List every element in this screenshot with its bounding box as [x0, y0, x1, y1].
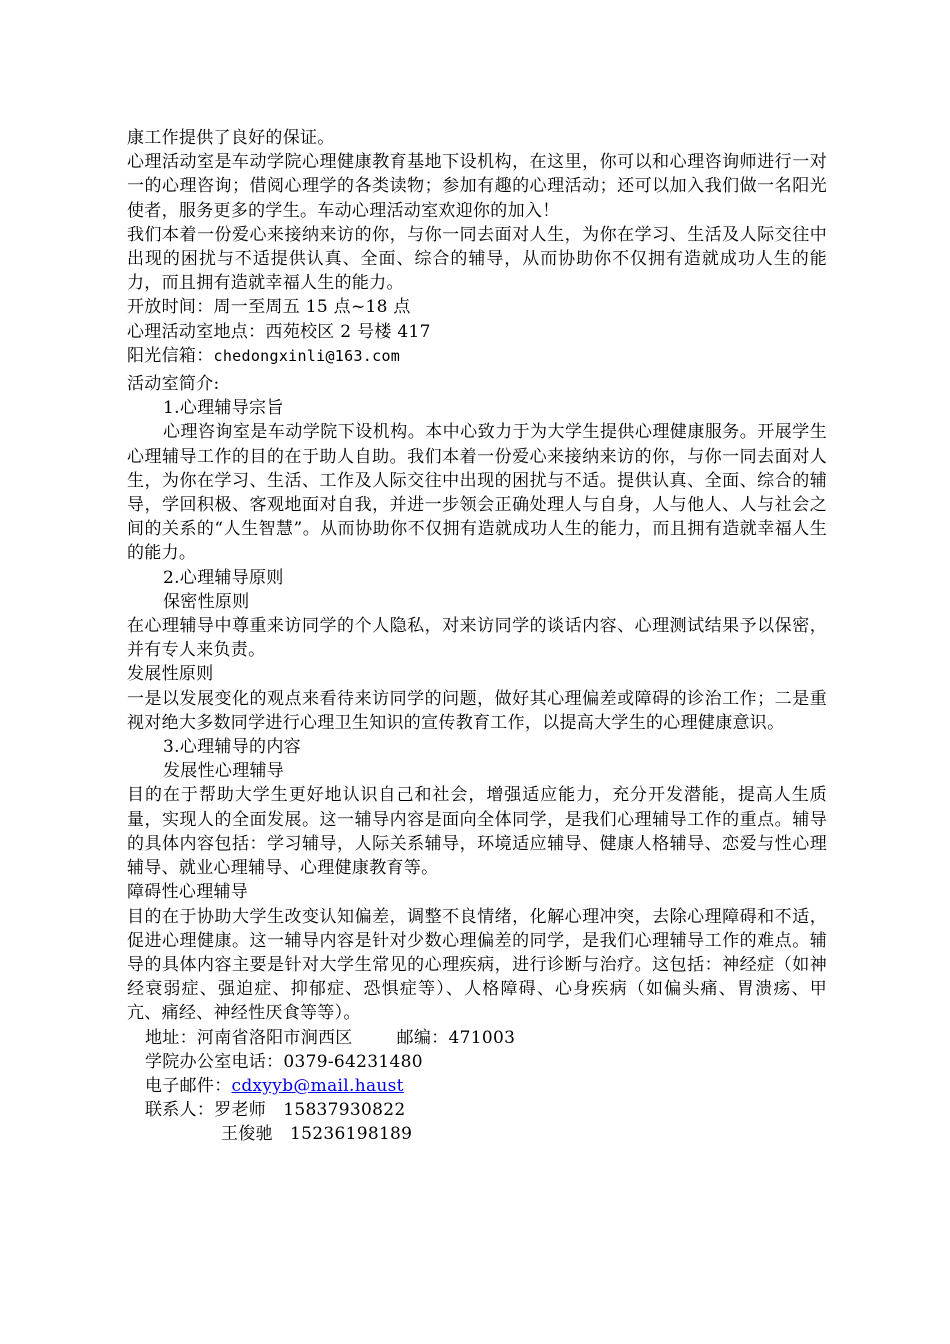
office-phone: 学院办公室电话：0379-64231480 — [145, 1051, 423, 1072]
contact-person-1: 罗老师 15837930822 — [214, 1100, 406, 1121]
mailbox-label: 阳光信箱： — [127, 345, 214, 366]
paragraph-development: 一是以发展变化的观点来看待来访同学的问题，做好其心理偏差或障碍的诊治工作；二是重视对绝大多数同学进行心理卫生知识的宣传教育工作，以提高大学生的心理健康意识。 — [127, 688, 827, 733]
open-time: 开放时间：周一至周五 15 点~18 点 — [127, 297, 411, 318]
email-label: 电子邮件： — [145, 1075, 232, 1096]
contact-person-2: 王俊驰 15236198189 — [221, 1124, 413, 1145]
sunshine-mailbox — [127, 344, 827, 368]
contact-person-label: 联系人： — [145, 1100, 215, 1121]
paragraph-activity-room: 心理活动室是车动学院心理健康教育基地下设机构，在这里，你可以和心理咨询师进行一对一的心理咨询；借阅心理学的各类读物；参加有趣的心理活动；还可以加入我们做一名阳光使者，服务更多的学生。车动心理活动室欢迎你的加入！ — [127, 152, 827, 221]
email-link[interactable]: cdxyyb@mail.haust — [231, 1075, 404, 1096]
subheading-development: 发展性原则 — [127, 664, 214, 685]
intro-heading: 活动室简介: — [127, 374, 220, 395]
address: 地址：河南省洛阳市涧西区 — [145, 1027, 353, 1048]
mailbox-email: chedongxinli@163.com — [213, 346, 401, 365]
paragraph-confidentiality: 在心理辅导中尊重来访同学的个人隐私，对来访同学的谈话内容、心理测试结果予以保密，并有专人来负责。 — [127, 616, 827, 661]
contact-person-row — [145, 1098, 827, 1122]
location: 心理活动室地点：西苑校区 2 号楼 417 — [127, 321, 431, 342]
subheading-confidentiality: 保密性原则 — [163, 591, 250, 612]
section-heading-2: 2.心理辅导原则 — [163, 567, 284, 588]
text-line: 康工作提供了良好的保证。 — [127, 128, 335, 148]
paragraph-developmental-counseling: 目的在于帮助大学生更好地认识自己和社会，增强适应能力，充分开发潜能，提高人生质量，实现人的全面发展。这一辅导内容是面向全体同学，是我们心理辅导工作的重点。辅导的具体内容包括：学习辅导，人际关系辅导，环境适应辅导、健康人格辅导、恋爱与性心理辅导、就业心理辅导、心理健康教育等。 — [127, 785, 827, 879]
section-heading-3: 3.心理辅导的内容 — [163, 737, 301, 758]
paragraph-purpose: 心理咨询室是车动学院下设机构。本中心致力于为大学生提供心理健康服务。开展学生心理辅导工作的目的在于助人自助。我们本着一份爱心来接纳来访的你，与你一同去面对人生，为你在学习、生活、工作及人际交往中出现的困扰与不适。提供认真、全面、综合的辅导，学回积极、客观地面对自我，并进一步领会正确处理人与自身，人与他人、人与社会之间的关系的“人生智慧”。从而协助你不仅拥有造就成功人生的能力，而且拥有造就幸福人生的能力。 — [127, 422, 827, 564]
paragraph-obstacle-counseling: 目的在于协助大学生改变认知偏差，调整不良情绪，化解心理冲突，去除心理障碍和不适，促进心理健康。这一辅导内容是针对少数心理偏差的同学，是我们心理辅导工作的难点。辅导的具体内容主要是针对大学生常见的心理疾病，进行诊断与治疗。这包括：神经症（如神经衰弱症、强迫症、抑郁症、恐惧症等）、人格障碍、心身疾病（如偏头痛、胃溃疡、甲亢、痛经、神经性厌食等等）。 — [127, 906, 827, 1024]
paragraph-mission: 我们本着一份爱心来接纳来访的你，与你一同去面对人生，为你在学习、生活及人际交往中出现的困扰与不适提供认真、全面、综合的辅导，从而协助你不仅拥有造就成功人生的能力，而且拥有造就幸福人生的能力。 — [127, 224, 827, 294]
subheading-obstacle-counseling: 障碍性心理辅导 — [127, 882, 249, 903]
subheading-developmental-counseling: 发展性心理辅导 — [163, 761, 285, 782]
contact-block — [127, 1026, 827, 1147]
email-row — [145, 1074, 827, 1098]
document-page — [127, 126, 827, 1147]
postcode: 邮编：471003 — [396, 1027, 516, 1048]
address-row — [145, 1026, 827, 1050]
section-heading-1: 1.心理辅导宗旨 — [163, 398, 284, 419]
